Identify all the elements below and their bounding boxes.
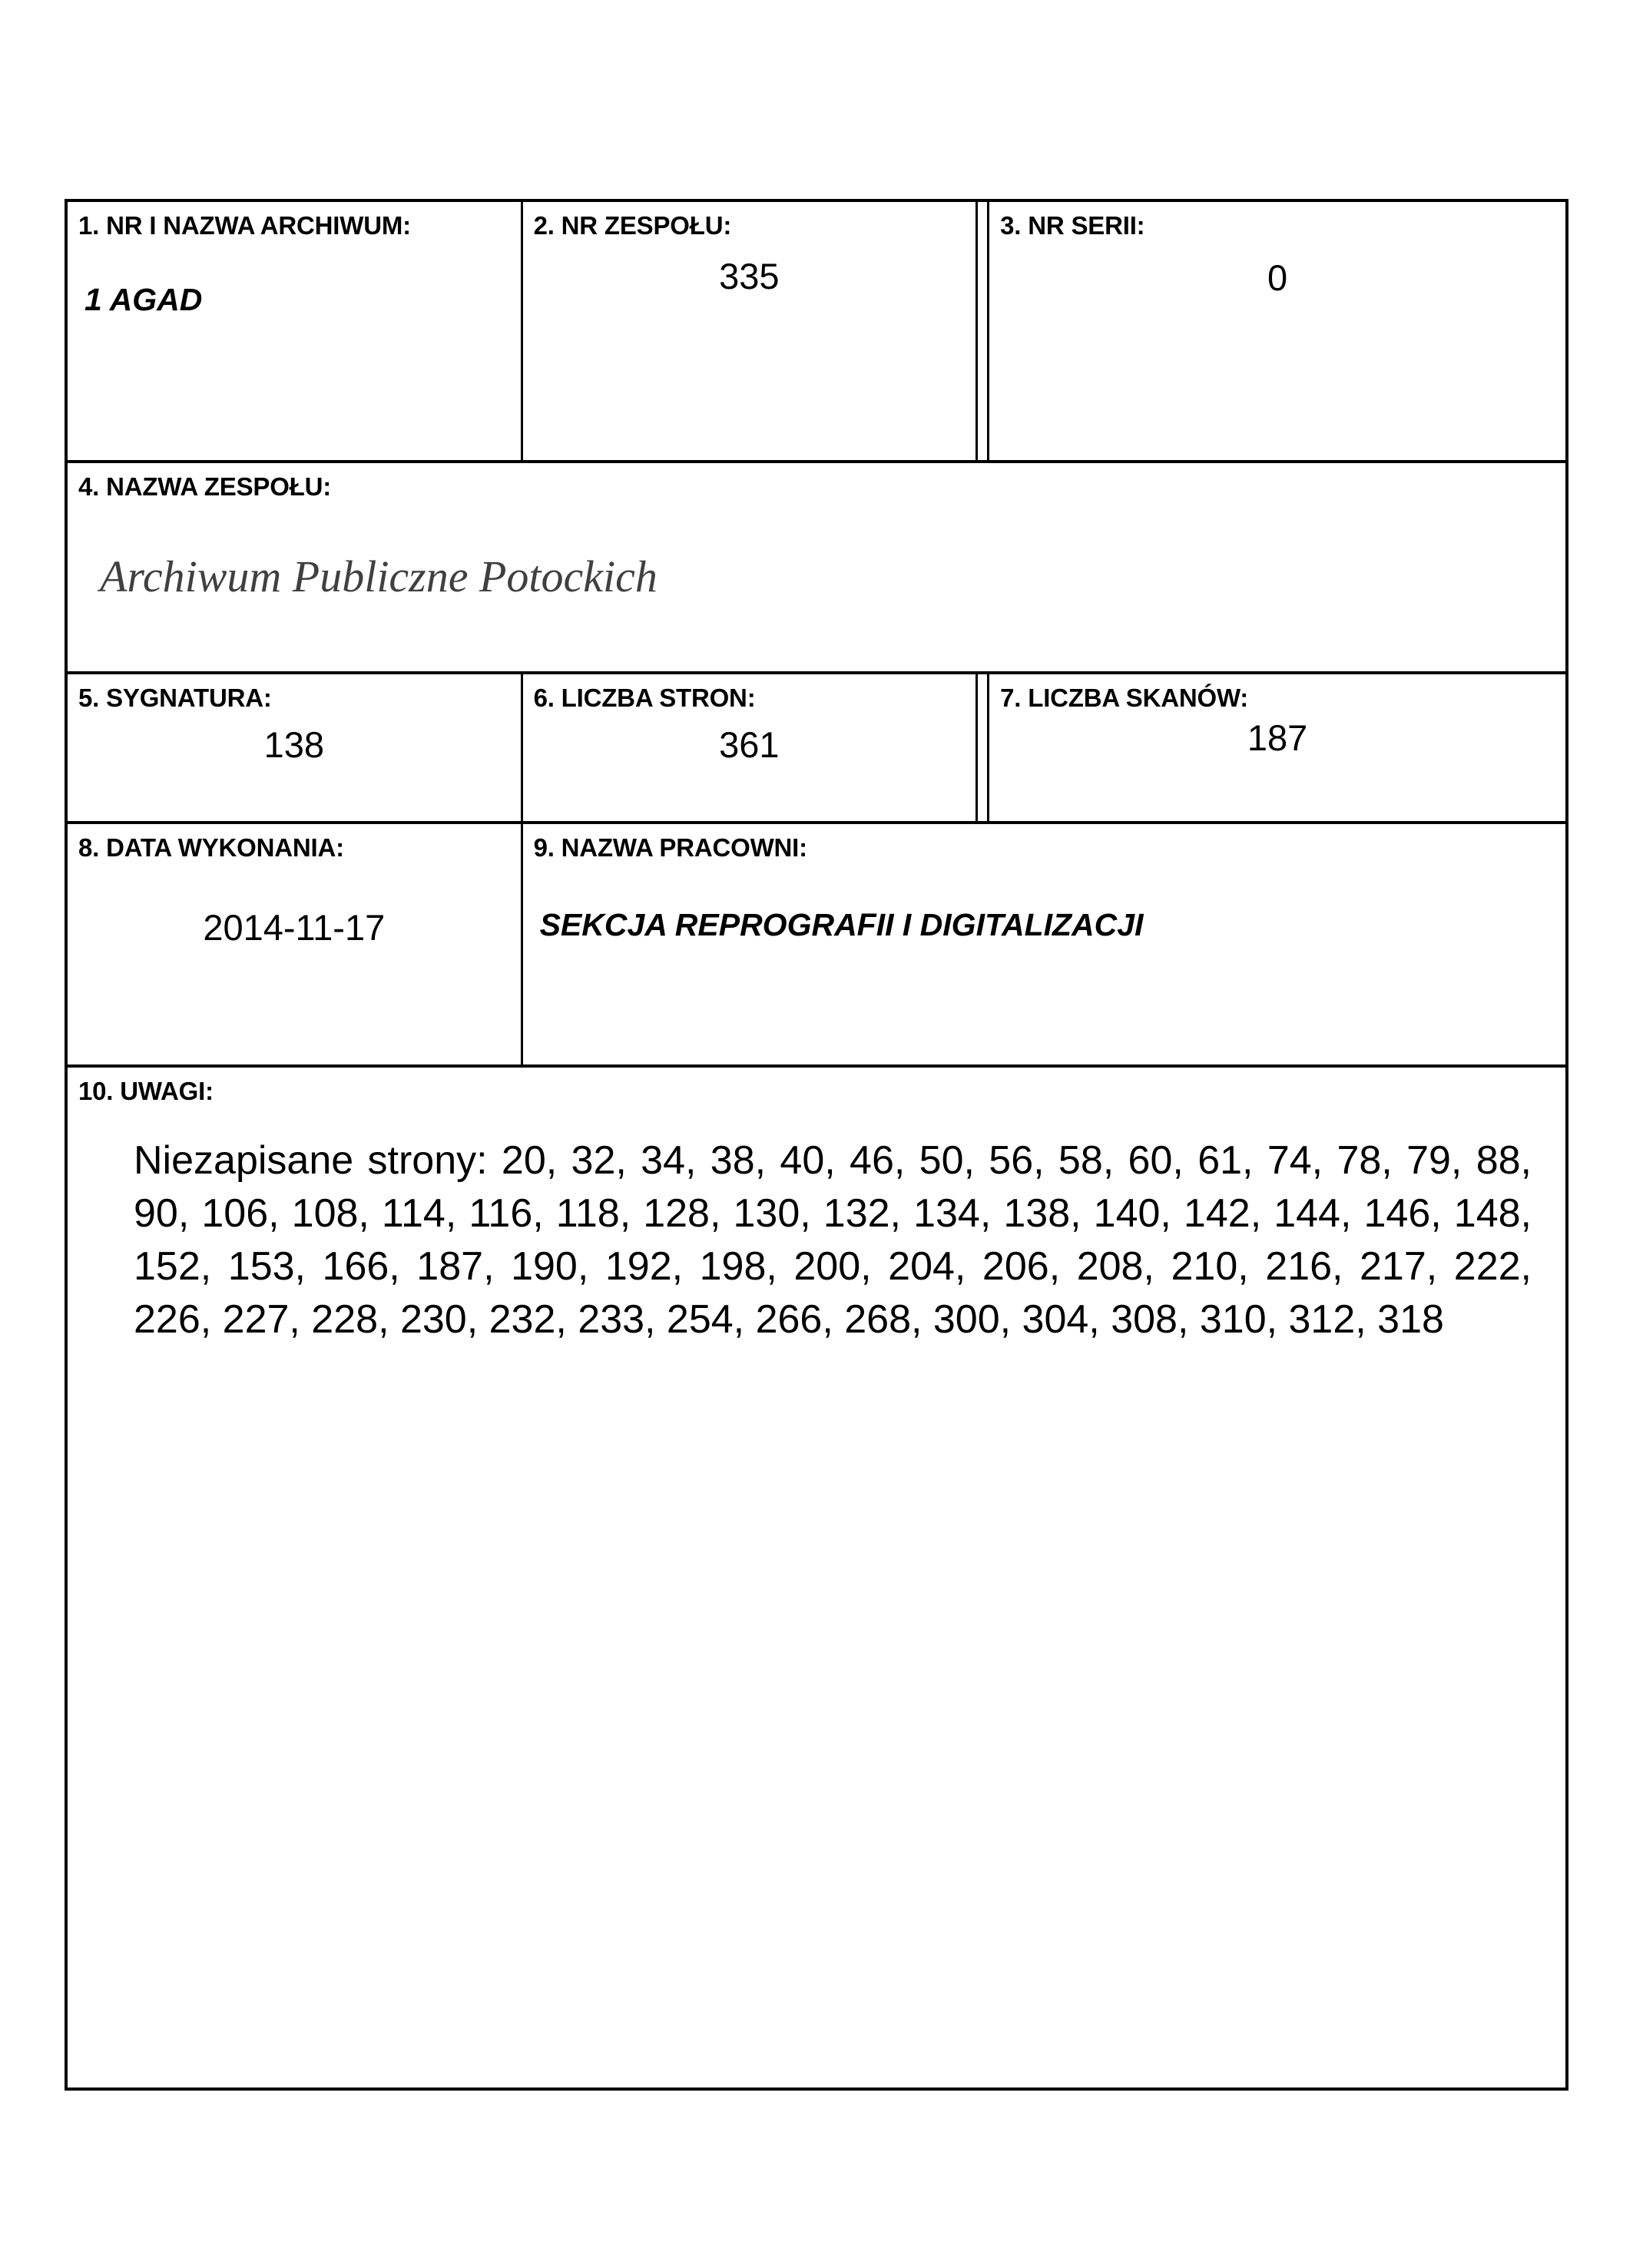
field-liczba-stron [523, 674, 979, 821]
field-label-sygnatura: 5. SYGNATURA: [78, 684, 272, 712]
form-row-4 [68, 824, 1565, 1068]
field-value-liczba-skanow: 187 [1247, 717, 1308, 758]
field-value-data-wykonania: 2014-11-17 [203, 906, 386, 948]
field-nr-serii [978, 202, 1565, 460]
field-nr-zespolu [523, 202, 979, 460]
field-value-nr-serii: 0 [1267, 257, 1288, 298]
archival-metadata-form [65, 199, 1568, 2091]
field-nr-i-nazwa-archiwum [68, 202, 523, 460]
form-row-3 [68, 674, 1565, 824]
field-label-nr-i-nazwa-archiwum: 1. NR I NAZWA ARCHIWUM: [78, 211, 411, 240]
field-value-nr-zespolu: 335 [719, 255, 780, 296]
field-label-uwagi: 10. UWAGI: [78, 1077, 214, 1105]
field-sygnatura [68, 674, 523, 821]
field-label-nazwa-pracowni: 9. NAZWA PRACOWNI: [533, 833, 807, 862]
field-label-liczba-stron: 6. LICZBA STRON: [533, 684, 756, 712]
field-data-wykonania [68, 824, 523, 1064]
field-liczba-skanow [978, 674, 1565, 821]
field-label-liczba-skanow: 7. LICZBA SKANÓW: [1000, 684, 1249, 712]
field-nr-serii-inner-frame [987, 202, 1565, 460]
field-label-nr-serii: 3. NR SERII: [1000, 211, 1145, 240]
field-label-data-wykonania: 8. DATA WYKONANIA: [78, 833, 344, 862]
field-value-nr-i-nazwa-archiwum: 1 AGAD [84, 281, 203, 317]
form-row-2 [68, 463, 1565, 674]
field-label-nr-zespolu: 2. NR ZESPOŁU: [533, 211, 732, 240]
field-uwagi [68, 1068, 1565, 2088]
field-liczba-skanow-inner-frame [987, 674, 1565, 821]
form-row-1 [68, 202, 1565, 463]
field-value-liczba-stron: 361 [719, 723, 780, 765]
form-row-5 [68, 1068, 1565, 2088]
field-value-uwagi: Niezapisane strony: 20, 32, 34, 38, 40, 46, 50, 56, 58, 60, 61, 74, 78, 79, 88, 90, 106, 108, 114, 116, 118, 128, 130, 132, 134, 138, 140, 142, 144, 146, 148, 152, 153, 166, 187, 190, 192, 198, 200, 204, 206, 208, 210, 216, 217, 222, 226, 227, 228, 230, 232, 233, 254, 266, 268, 300, 304, 308, 310, 312, 318 [134, 1137, 1532, 1343]
field-nazwa-zespolu [68, 463, 1565, 671]
field-nazwa-pracowni [523, 824, 1565, 1064]
field-value-sygnatura: 138 [263, 723, 324, 765]
field-value-nazwa-pracowni: SEKCJA REPROGRAFII I DIGITALIZACJI [539, 906, 1144, 942]
field-value-nazwa-zespolu: Archiwum Publiczne Potockich [100, 551, 658, 601]
field-label-nazwa-zespolu: 4. NAZWA ZESPOŁU: [78, 472, 332, 501]
